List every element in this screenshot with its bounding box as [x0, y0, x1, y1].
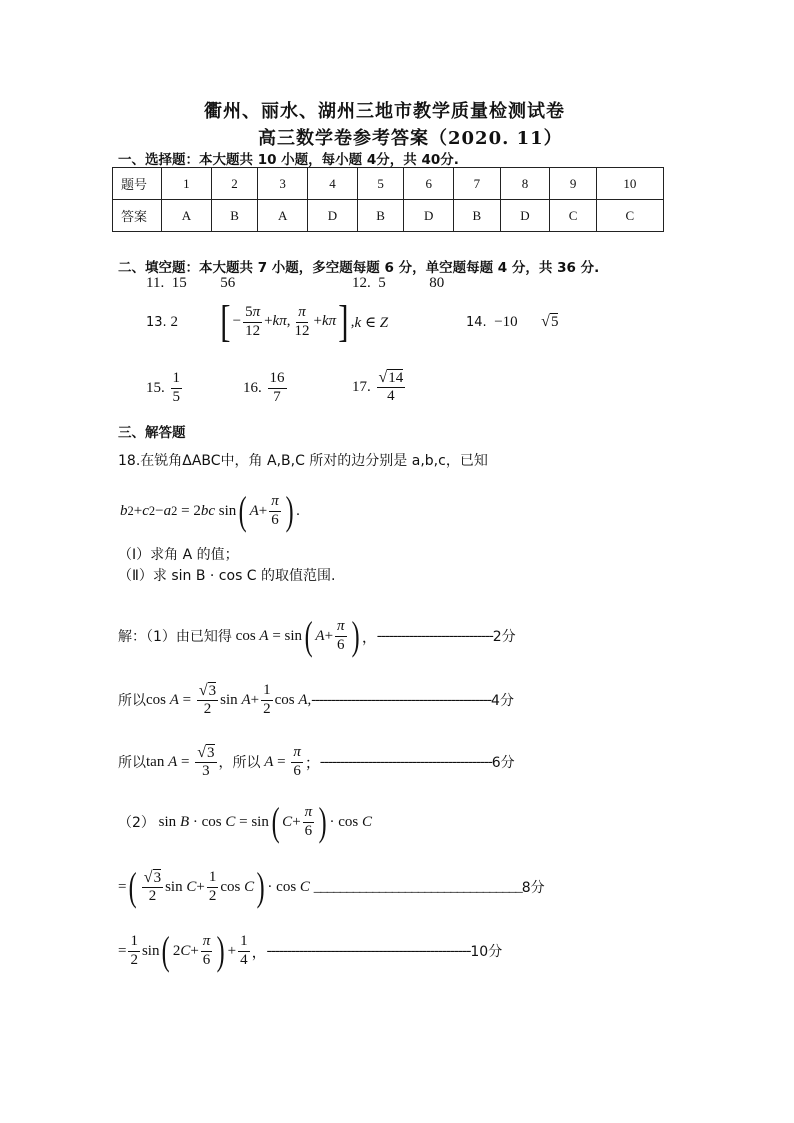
q14-label: 14. [466, 315, 487, 330]
table-cell: D [404, 200, 454, 232]
table-cell: B [454, 200, 500, 232]
table-cell: D [500, 200, 550, 232]
table-cell: 2 [211, 168, 257, 200]
q11-answer-a: 15 [171, 275, 187, 291]
table-cell: B [211, 200, 257, 232]
solution-step-1: 解：（1）由已知得 cos A = sin ( A + $\frac{\pi}{6}$ ) ， ----------------------------- 2分 [118, 613, 516, 658]
q12-answer-b: 80 [429, 275, 445, 291]
part-2-label: （2） [118, 815, 155, 831]
solution-step-2: 所以 cos A = $\frac{√3}{2}$ sin A + $\frac{1}{2}$ cos A , --------------------------------------------- 4分 [118, 681, 514, 718]
table-cell: 8 [500, 168, 550, 200]
part-2-prompt: （Ⅱ）求 sin B · cos C 的取值范围. [118, 568, 336, 584]
answer-14 [466, 313, 558, 331]
table-row-answers [113, 200, 664, 232]
title-line-2: 高三数学卷参考答案（2020. 11） [258, 128, 563, 149]
table-cell: 9 [550, 168, 596, 200]
table-cell: 5 [357, 168, 403, 200]
q17-label: 17. [352, 378, 371, 395]
step-3-middle: ，所以 [218, 755, 261, 771]
q13-answer-a: 2 [170, 313, 178, 330]
score-10: 10分 [470, 944, 503, 960]
score-6: 6分 [491, 755, 515, 771]
section-2-heading: 二、填空题：本大题共 7 小题，多空题每题 6 分，单空题每题 4 分，共 36 分. [118, 260, 600, 276]
answer-table [112, 167, 664, 232]
step-3-prefix: 所以 [118, 755, 146, 771]
table-cell: A [162, 200, 212, 232]
score-2: 2分 [492, 629, 516, 645]
row-header-answer: 答案 [113, 200, 162, 232]
right-bracket: ] [338, 297, 349, 346]
solution-step-5: = $\frac{1}{2}$ sin ( 2 C + $\frac{\pi}{6}$ ) + $\frac{1}{4}$ ， --------------------------------------------------- 10分 [118, 928, 503, 973]
given-equation: b 2 + c 2 − a 2 = 2 bc sin ( A + $\frac{\pi}{6}$ ) . [120, 488, 300, 533]
q14-answer-a: −10 [494, 314, 518, 330]
answer-13: 13. 2 [ − $\frac{5\pi}{12}$ +kπ, $\frac{\pi}{12}$ +kπ ] , k ∈ Z [146, 297, 389, 346]
step-2-prefix: 所以 [118, 693, 146, 709]
row-header-question: 题号 [113, 168, 162, 200]
score-8: 8分 [521, 880, 545, 896]
q13-interval: − $\frac{5\pi}{12}$ +kπ, $\frac{\pi}{12}$ +kπ [232, 304, 337, 339]
q15-denominator: 5 [172, 388, 180, 405]
answer-17 [352, 366, 407, 408]
answer-16 [243, 368, 289, 408]
q11-answer-b: 56 [220, 275, 236, 291]
q16-numerator: 16 [268, 370, 287, 388]
table-cell: 6 [404, 168, 454, 200]
solution-part-2: （2） sin B · cos C = sin ( C + $\frac{\pi}{6}$ ) · cos C [118, 799, 373, 844]
q15-numerator: 1 [171, 370, 183, 388]
table-cell: 4 [308, 168, 358, 200]
table-cell: 10 [596, 168, 663, 200]
answer-12 [352, 275, 444, 292]
table-cell: A [258, 200, 308, 232]
solution-label: 解：（1）由已知得 [118, 629, 232, 645]
q13-k-condition: k ∈ Z [354, 314, 389, 331]
q13-label: 13. [146, 314, 167, 330]
table-cell: C [596, 200, 663, 232]
q16-denominator: 7 [273, 388, 281, 405]
table-cell: 1 [162, 168, 212, 200]
q15-label: 15. [146, 379, 165, 396]
part-1-prompt: （Ⅰ）求角 A 的值； [118, 547, 239, 563]
sqrt-symbol: √ [378, 368, 388, 386]
solution-step-4: = ( $\frac{√3}{2}$ sin C + $\frac{1}{2}$ cos C ) · cos C ________________________________ 8分 [118, 864, 545, 909]
table-cell: B [357, 200, 403, 232]
q12-label: 12. [352, 275, 371, 291]
score-4: 4分 [491, 693, 514, 709]
section-1-heading: 一、选择题：本大题共 10 小题，每小题 4分，共 40分. [118, 152, 459, 168]
answer-11 [146, 275, 235, 292]
q14-answer-b: 5 [550, 314, 559, 330]
table-row-questions [113, 168, 664, 200]
answer-15 [146, 368, 184, 408]
question-18-intro: 18.在锐角ΔABC中，角 A,B,C 所对的边分别是 a,b,c，已知 [118, 453, 488, 469]
left-bracket: [ [220, 297, 231, 346]
section-3-heading: 三、解答题 [118, 425, 186, 441]
sqrt-symbol: √ [541, 313, 550, 330]
q11-label: 11. [146, 275, 165, 291]
table-cell: 3 [258, 168, 308, 200]
solution-step-3: 所以 tan A = $\frac{√3}{3}$ ，所以 A = $\frac{\pi}{6}$ ； ------------------------------------------- 6分 [118, 743, 515, 780]
table-cell: C [550, 200, 596, 232]
q17-numerator: 14 [388, 369, 404, 386]
table-cell: 7 [454, 168, 500, 200]
table-cell: D [308, 200, 358, 232]
q16-label: 16. [243, 379, 262, 396]
q12-answer-a: 5 [378, 275, 386, 291]
q17-denominator: 4 [387, 388, 395, 405]
title-line-1: 衢州、丽水、湖州三地市教学质量检测试卷 [204, 101, 565, 122]
